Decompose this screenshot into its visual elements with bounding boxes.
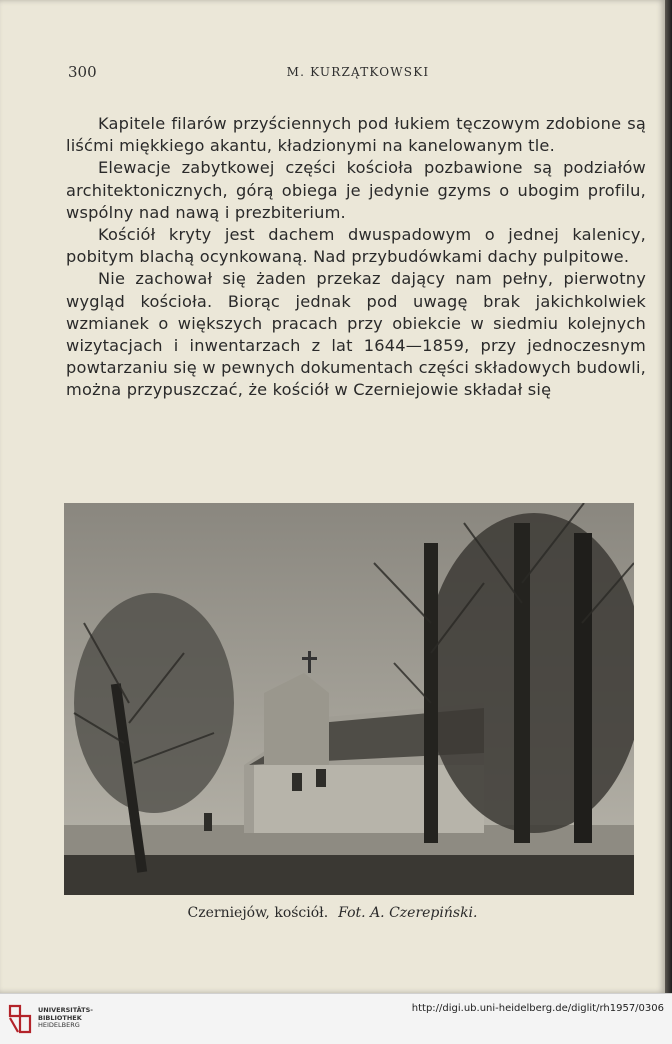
running-head: M. KURZĄTKOWSKI [286,65,430,79]
library-name [38,1007,93,1030]
library-logo-icon[interactable] [8,1002,32,1036]
permalink-url[interactable]: http://digi.ub.uni-heidelberg.de/diglit/rh1957/0306 [411,1003,664,1014]
photo-credit: Fot. A. Czerepiński. [338,905,478,921]
paragraph-4: Nie zachował się żaden przekaz dający nam pełny, pierwotny wygląd kościoła. Biorąc jednak pod uwagę brak jakichkolwiek wzmianek o większych pracach przy obiekcie w siedmiu kolejnych wizytacjach i inwentarzach z lat 1644—1859, przy jednoczesnym powtarzaniu się w pewnych dokumentach części składowych budowli, można przypuszczać, że kościół w Czerniejowie składał się [66,269,646,400]
page-header [68,63,648,83]
paragraph-2: Elewacje zabytkowej części kościoła pozbawione są podziałów architektonicznych, górą obiega je jedynie gzyms o ubogim profilu, wspólny nad nawą i prezbiterium. [66,158,646,222]
page-number: 300 [68,63,97,81]
body-text [66,113,646,402]
library-name-line2: BIBLIOTHEK [38,1013,82,1022]
library-name-line1: UNIVERSITÄTS- [38,1006,93,1014]
paragraph-1: Kapitele filarów przyściennych pod łukiem tęczowym zdobione są liśćmi miękkiego akantu, kładzionymi na kanelowanym tle. [66,114,646,156]
library-name-line3: HEIDELBERG [38,1021,80,1029]
caption-text: Czerniejów, kościół. [187,905,329,921]
figure-caption [0,905,665,921]
paragraph-3: Kościół kryty jest dachem dwuspadowym o jednej kalenicy, pobitym blachą ocynkowaną. Nad przybudówkami dachy pulpitowe. [66,225,646,267]
church-photograph [64,503,634,895]
page-edge [665,0,672,993]
viewer-footer [0,993,672,1044]
